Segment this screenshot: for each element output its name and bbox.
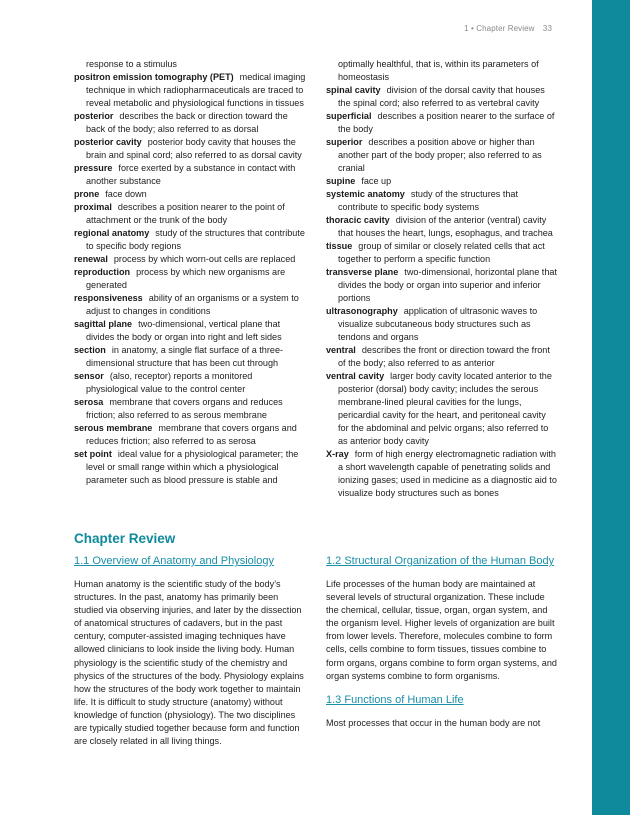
glossary-term: serous membrane (74, 423, 153, 433)
glossary-term: sensor (74, 371, 104, 381)
section-1-3-heading[interactable]: 1.3 Functions of Human Life (326, 693, 464, 706)
glossary-definition: study of the structures that contribute to specific body systems (338, 189, 519, 212)
glossary-entry (74, 370, 306, 396)
glossary-entry (326, 344, 558, 370)
glossary-entry (74, 58, 306, 71)
page-number: 33 (542, 24, 552, 33)
glossary-term: supine (326, 176, 356, 186)
glossary-entry (326, 305, 558, 344)
glossary-definition: describes a position nearer to the point of attachment or the trunk of the body (86, 202, 285, 225)
glossary-entry (326, 214, 558, 240)
glossary-definition: face down (105, 189, 147, 199)
glossary-entry (74, 71, 306, 110)
glossary-column-right (326, 58, 558, 500)
glossary-definition: division of the dorsal cavity that houses the spinal cord; also referred to as vertebral cavity (338, 85, 545, 108)
glossary-entry (74, 344, 306, 370)
glossary-definition: membrane that covers organs and reduces friction; also referred to as serosa (86, 423, 297, 446)
glossary-column-left (74, 58, 306, 487)
glossary-definition: describes the back or direction toward the back of the body; also referred to as dorsal (86, 111, 288, 134)
section-1-1-heading[interactable]: 1.1 Overview of Anatomy and Physiology (74, 555, 274, 567)
glossary-term: responsiveness (74, 293, 143, 303)
glossary-entry (326, 370, 558, 448)
glossary-definition: response to a stimulus (86, 59, 177, 69)
glossary-definition: medical imaging technique in which radiopharmaceuticals are traced to reveal metabolic and physiological functions in tissues (86, 72, 306, 108)
glossary-entry (74, 266, 306, 292)
glossary-entry (74, 396, 306, 422)
glossary-definition: describes a position nearer to the surface of the body (338, 111, 555, 134)
glossary-entry (74, 253, 306, 266)
glossary-definition: larger body cavity located anterior to the posterior (dorsal) body cavity; includes the serous membrane-lined pleural cavities for the lungs, pericardial cavity for the heart, and peritoneal cavity for the abdominal and pelvic organs; also referred to as anterior body cavity (338, 371, 552, 446)
glossary-term: prone (74, 189, 100, 199)
glossary-term: section (74, 345, 106, 355)
chapter-color-bar (592, 0, 630, 815)
glossary-term: serosa (74, 397, 104, 407)
glossary-entry (326, 175, 558, 188)
running-header (464, 24, 552, 33)
glossary-entry (326, 240, 558, 266)
glossary-definition: optimally healthful, that is, within its parameters of homeostasis (338, 59, 539, 82)
glossary-term: reproduction (74, 267, 131, 277)
glossary-term: positron emission tomography (PET) (74, 72, 234, 82)
glossary-definition: division of the anterior (ventral) cavity that houses the heart, lungs, esophagus, and trachea (338, 215, 553, 238)
glossary-definition: two-dimensional, horizontal plane that divides the body or organ into superior and inferior portions (338, 267, 557, 303)
glossary-term: posterior cavity (74, 137, 142, 147)
glossary-entry (326, 136, 558, 175)
section-1-2-heading[interactable]: 1.2 Structural Organization of the Human Body (326, 555, 555, 567)
glossary-definition: describes the front or direction toward the front of the body; also referred to as anterior (338, 345, 550, 368)
glossary-term: sagittal plane (74, 319, 133, 329)
glossary-definition: describes a position above or higher than another part of the body proper; also referred to as cranial (338, 137, 542, 173)
glossary-entry (74, 188, 306, 201)
glossary-entry (74, 422, 306, 448)
section-1-2-text: Life processes of the human body are maintained at several levels of structural organization. These include the chemical, cellular, tissue, organ, organ system, and the organism level. Higher levels of organization are built from lower levels. Therefore, molecules combine to form cells, cells combine to form tissues, tissues combine to form organs, organs combine to form organ systems, and organ systems combine to form organisms. (326, 579, 557, 681)
glossary-term: proximal (74, 202, 112, 212)
glossary-term: pressure (74, 163, 113, 173)
glossary-term: renewal (74, 254, 108, 264)
glossary-definition: membrane that covers organs and reduces friction; also referred to as serous membrane (86, 397, 283, 420)
glossary-definition: two-dimensional, vertical plane that divides the body or organ into right and left sides (86, 319, 282, 342)
glossary-term: superficial (326, 111, 372, 121)
glossary-definition: group of similar or closely related cells that act together to perform a specific function (338, 241, 545, 264)
glossary-entry (326, 188, 558, 214)
section-1-1 (74, 554, 306, 748)
glossary-definition: process by which new organisms are generated (86, 267, 286, 290)
chapter-review-title: Chapter Review (74, 531, 176, 546)
glossary-definition: ideal value for a physiological parameter; the level or small range within which a physiological parameter such as blood pressure is stable and (86, 449, 299, 485)
section-1-2-and-1-3 (326, 554, 558, 730)
glossary-entry (74, 110, 306, 136)
glossary-definition: process by which worn-out cells are replaced (113, 254, 296, 264)
glossary-term: regional anatomy (74, 228, 150, 238)
glossary-entry (326, 84, 558, 110)
glossary-definition: form of high energy electromagnetic radiation with a short wavelength capable of penetrating solids and ionizing gases; used in medicine as a diagnostic aid to visualize body structures such as bones (338, 449, 557, 498)
glossary-entry (74, 201, 306, 227)
glossary-term: tissue (326, 241, 353, 251)
glossary-term: thoracic cavity (326, 215, 390, 225)
glossary-term: set point (74, 449, 112, 459)
glossary-entry (326, 266, 558, 305)
glossary-definition: face up (361, 176, 392, 186)
glossary-entry (74, 136, 306, 162)
glossary-definition: study of the structures that contribute to specific body regions (86, 228, 305, 251)
glossary-term: posterior (74, 111, 114, 121)
chapter-label: 1 • Chapter Review (464, 24, 535, 33)
glossary-entry (326, 110, 558, 136)
glossary-term: spinal cavity (326, 85, 381, 95)
glossary-entry (326, 58, 558, 84)
glossary-definition: application of ultrasonic waves to visualize subcutaneous body structures such as tendons and organs (338, 306, 538, 342)
glossary-term: ultrasonography (326, 306, 398, 316)
glossary-definition: force exerted by a substance in contact with another substance (86, 163, 296, 186)
glossary-term: ventral cavity (326, 371, 385, 381)
glossary-term: transverse plane (326, 267, 399, 277)
glossary-term: superior (326, 137, 363, 147)
glossary-entry (326, 448, 558, 500)
glossary-definition: in anatomy, a single flat surface of a three-dimensional structure that has been cut through (86, 345, 284, 368)
glossary-entry (74, 292, 306, 318)
glossary-definition: ability of an organisms or a system to adjust to changes in conditions (86, 293, 299, 316)
glossary-definition: (also, receptor) reports a monitored physiological value to the control center (86, 371, 253, 394)
section-1-3-text: Most processes that occur in the human body are not (326, 717, 541, 728)
glossary-term: X-ray (326, 449, 349, 459)
glossary-entry (74, 448, 306, 487)
glossary-definition: posterior body cavity that houses the brain and spinal cord; also referred to as dorsal cavity (86, 137, 302, 160)
section-1-1-text: Human anatomy is the scientific study of the body’s structures. In the past, anatomy has primarily been studied via observing injuries, and later by the dissection of anatomical structures of cadavers, but in the past century, computer-assisted imaging techniques have allowed clinicians to look inside the living body. Human physiology is the scientific study of the chemistry and physics of the structures of the body. Physiology explains how the structures of the body work together to maintain life. It is difficult to study structure (anatomy) without knowledge of function (physiology). The two disciplines are typically studied together because form and function are closely related in all living things. (74, 579, 304, 747)
glossary-entry (74, 227, 306, 253)
glossary-term: ventral (326, 345, 356, 355)
glossary-term: systemic anatomy (326, 189, 405, 199)
glossary-entry (74, 162, 306, 188)
glossary-entry (74, 318, 306, 344)
